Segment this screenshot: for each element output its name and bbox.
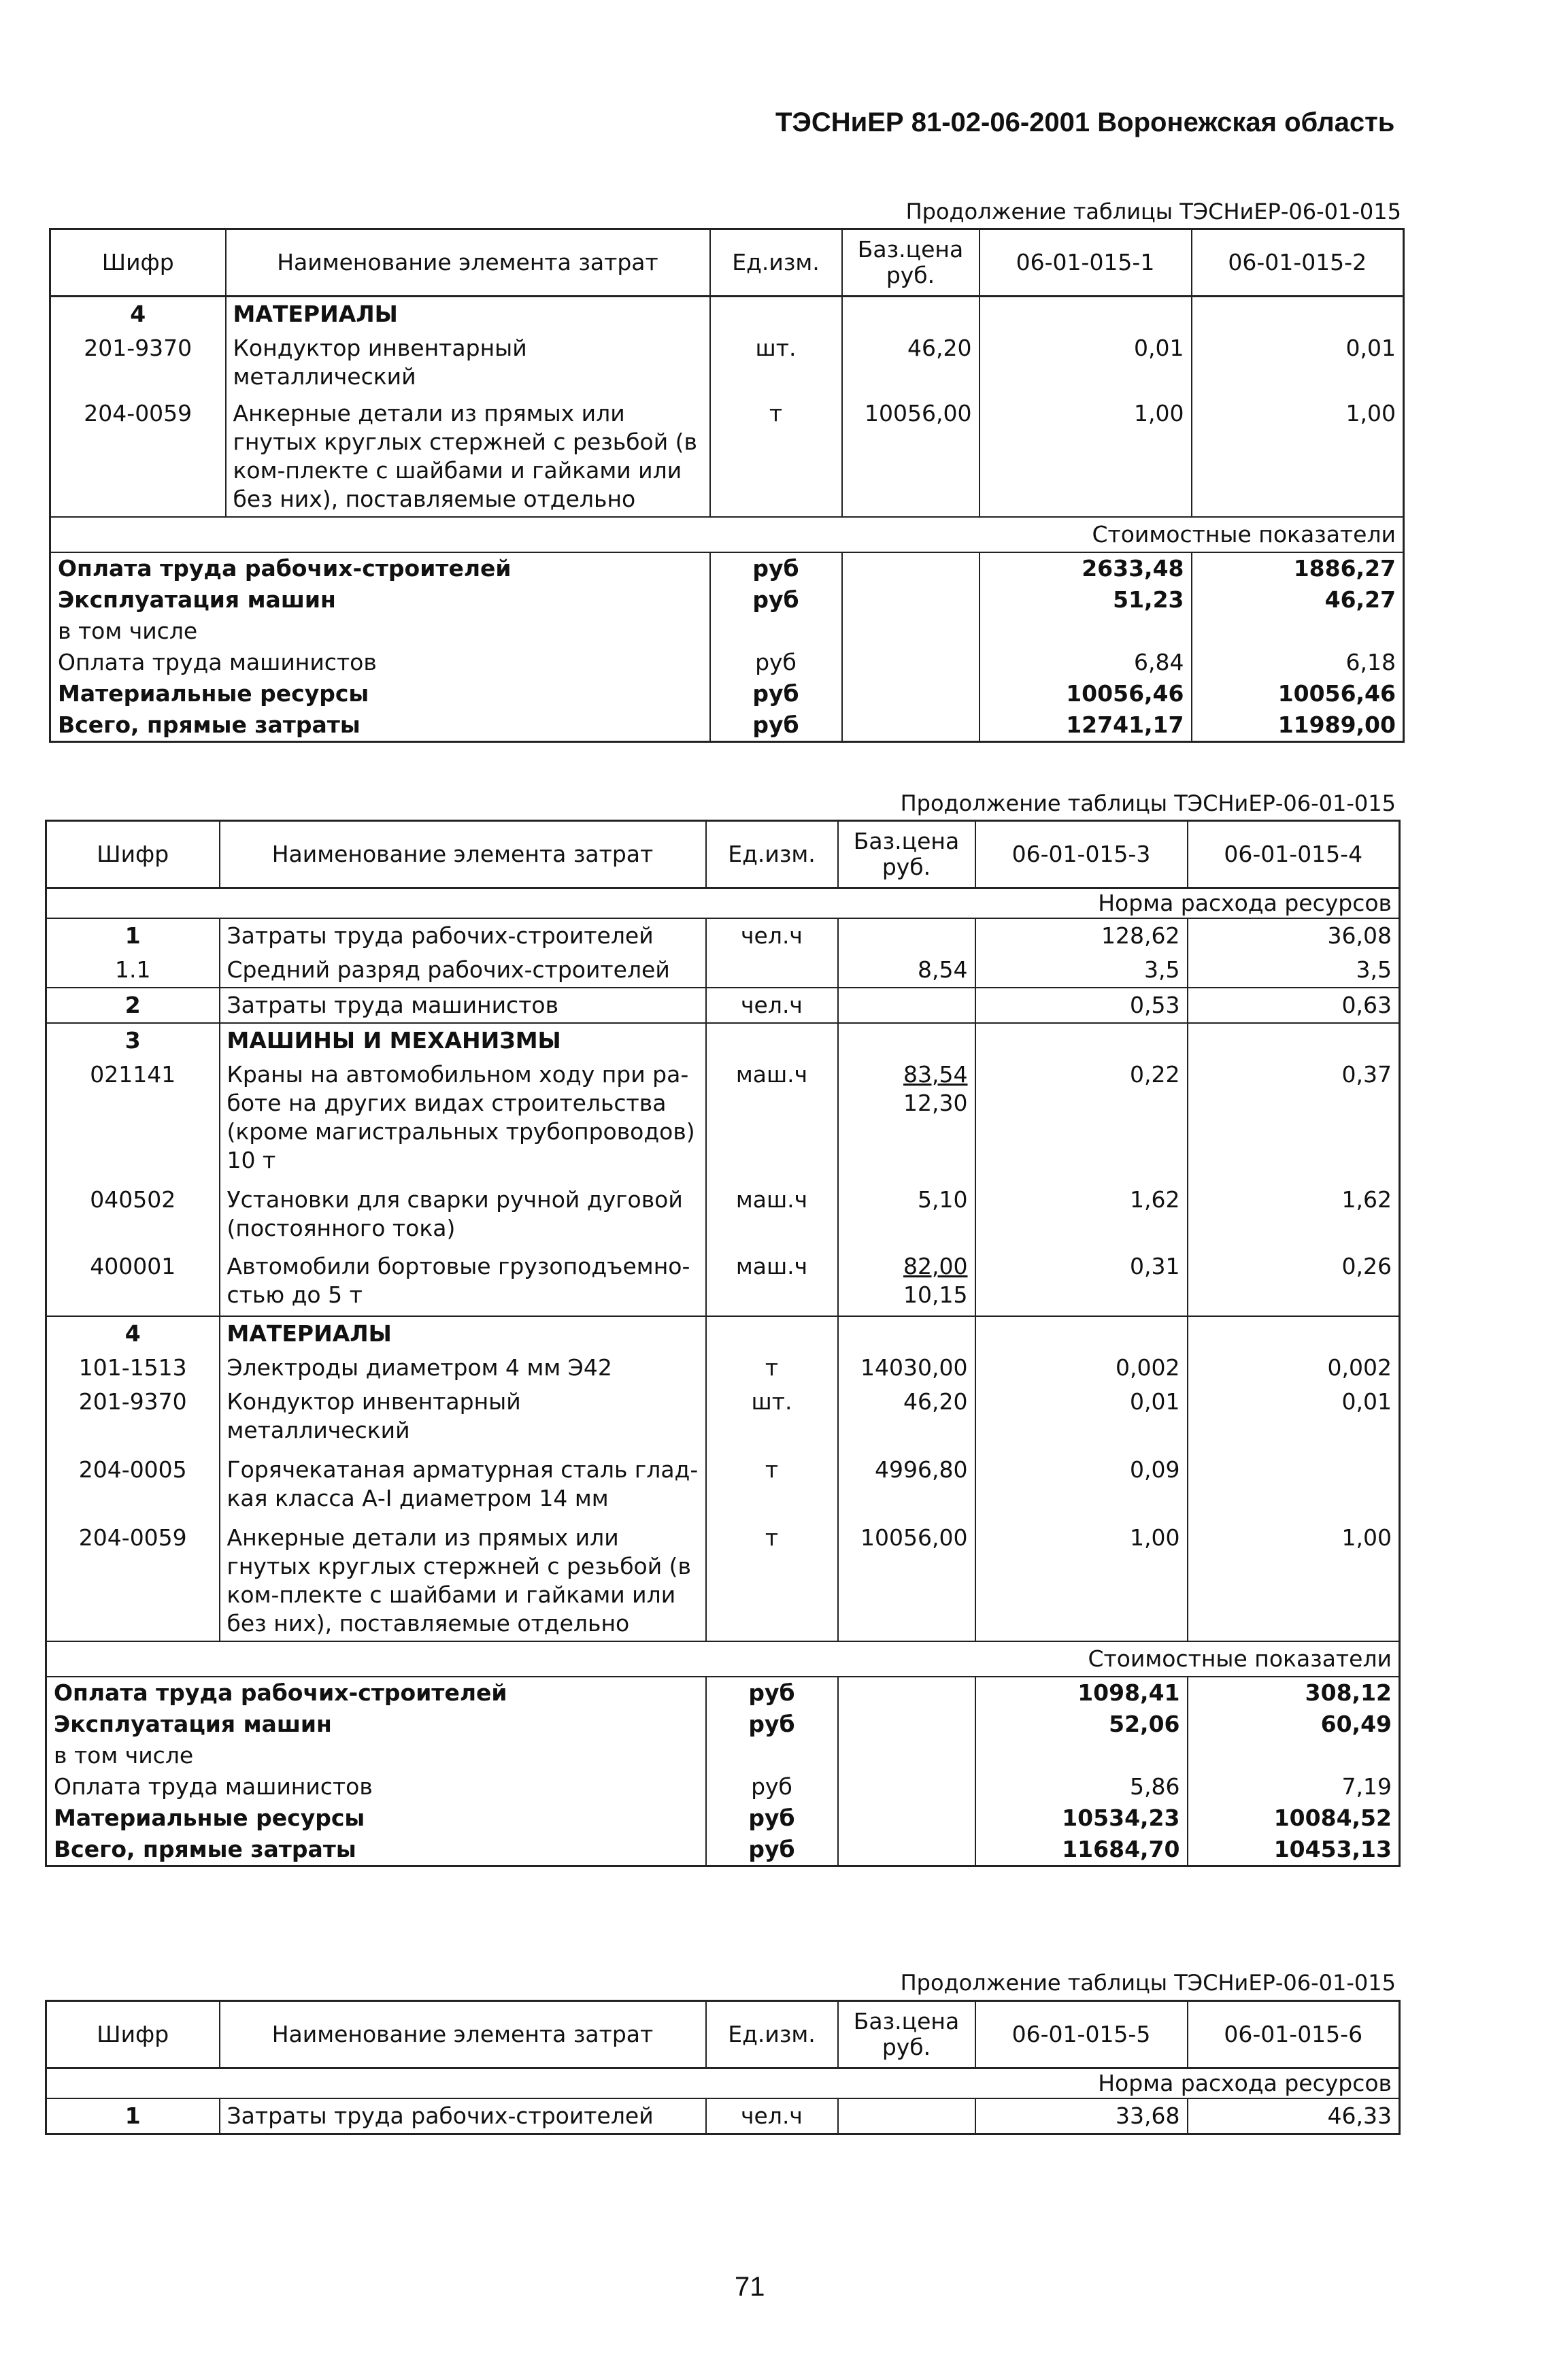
estimate-table-1 [49,228,1405,743]
total-value-a: 1098,41 [975,1677,1188,1709]
total-label: Всего, прямые затраты [58,711,361,738]
total-value-b: 60,49 [1188,1709,1400,1740]
total-value-b: 10056,46 [1192,678,1404,709]
total-value-a: 10056,46 [980,678,1192,709]
row-price: 8,54 [838,953,975,988]
col-name: Наименование элемента затрат [220,2001,706,2068]
cost-indicators-title: Стоимостные показатели [46,1641,1400,1677]
row-unit: т [706,1453,838,1521]
row-code: 201-9370 [46,1385,220,1453]
row-name: Анкерные детали из прямых или гнутых круглых стержней с резьбой (в ком-плекте с шайбами и гайками или без них), поставляемые отдельно [226,397,710,517]
row-price: 83,54 [903,1061,968,1088]
col-unit: Ед.изм. [706,821,838,888]
col-b: 06-01-015-2 [1192,229,1404,297]
total-unit: руб [706,1771,838,1803]
row-value-b [1188,1453,1400,1521]
row-name: Затраты труда машинистов [220,988,706,1023]
row-value-b: 0,01 [1188,1385,1400,1453]
col-unit: Ед.изм. [710,229,842,297]
total-unit: руб [706,1677,838,1709]
table-caption: Продолжение таблицы ТЭСНиЕР-06-01-015 [900,790,1396,816]
norm-title: Норма расхода ресурсов [46,888,1400,919]
row-value-a: 1,62 [975,1183,1188,1250]
total-label: Оплата труда машинистов [58,649,377,675]
row-value-a: 0,01 [980,331,1192,397]
total-label: Всего, прямые затраты [54,1836,356,1862]
total-value-a: 11684,70 [975,1834,1188,1866]
col-a: 06-01-015-5 [975,2001,1188,2068]
row-code: 400001 [46,1250,220,1316]
total-value-a: 12741,17 [980,709,1192,742]
total-unit: руб [706,1709,838,1740]
row-unit: чел.ч [706,2098,838,2134]
norm-title: Норма расхода ресурсов [46,2068,1400,2099]
row-name: Кондуктор инвентарный металлический [220,1385,706,1453]
section-number: 3 [46,1023,220,1058]
col-b: 06-01-015-4 [1188,821,1400,888]
section-title: МАТЕРИАЛЫ [226,297,710,332]
row-value-a: 3,5 [975,953,1188,988]
row-unit: т [706,1351,838,1385]
total-value-b: 7,19 [1188,1771,1400,1803]
total-label: Эксплуатация машин [54,1711,332,1737]
row-value-b: 0,01 [1192,331,1404,397]
row-price: 5,10 [838,1183,975,1250]
col-price: Баз.цена руб. [838,2001,975,2068]
section-title: МАТЕРИАЛЫ [220,1316,706,1351]
total-value-b: 308,12 [1188,1677,1400,1709]
row-value-a: 0,31 [975,1250,1188,1316]
estimate-table-2 [45,820,1401,1867]
row-code: 204-0005 [46,1453,220,1521]
total-value-b: 11989,00 [1192,709,1404,742]
row-value-b: 1,00 [1192,397,1404,517]
row-name: Электроды диаметром 4 мм Э42 [220,1351,706,1385]
row-value-b: 0,26 [1188,1250,1400,1316]
total-value-b: 1886,27 [1192,552,1404,584]
col-b: 06-01-015-6 [1188,2001,1400,2068]
row-name: Затраты труда рабочих-строителей [220,918,706,953]
total-value-b: 46,27 [1192,584,1404,616]
row-unit: маш.ч [706,1250,838,1316]
total-unit: руб [706,1834,838,1866]
col-name: Наименование элемента затрат [220,821,706,888]
total-unit: руб [706,1803,838,1834]
row-value-a: 0,01 [975,1385,1188,1453]
row-code: 201-9370 [50,331,226,397]
row-code: 101-1513 [46,1351,220,1385]
row-unit: чел.ч [706,988,838,1023]
total-label: Материальные ресурсы [58,680,369,707]
col-a: 06-01-015-3 [975,821,1188,888]
row-value-b: 46,33 [1188,2098,1400,2134]
cost-indicators-title: Стоимостные показатели [50,517,1404,552]
row-unit: т [706,1521,838,1641]
row-name: Установки для сварки ручной дуговой (постоянного тока) [220,1183,706,1250]
row-price: 82,00 [903,1253,968,1279]
row-value-b: 0,37 [1188,1058,1400,1183]
row-value-b: 1,62 [1188,1183,1400,1250]
page-number: 71 [735,2272,765,2302]
section-number: 4 [50,297,226,332]
table-caption: Продолжение таблицы ТЭСНиЕР-06-01-015 [900,1970,1396,1996]
col-code: Шифр [50,229,226,297]
row-code: 1 [46,918,220,953]
row-value-a: 0,53 [975,988,1188,1023]
row-unit: маш.ч [706,1183,838,1250]
row-unit: чел.ч [706,918,838,953]
total-label: в том числе [58,618,198,644]
row-value-a: 1,00 [975,1521,1188,1641]
row-value-b: 0,002 [1188,1351,1400,1385]
row-value-a: 0,22 [975,1058,1188,1183]
row-price: 4996,80 [838,1453,975,1521]
total-label: Оплата труда рабочих-строителей [58,555,512,582]
row-code: 040502 [46,1183,220,1250]
row-name: Анкерные детали из прямых или гнутых круглых стержней с резьбой (в ком-плекте с шайбами и гайками или без них), поставляемые отдельно [220,1521,706,1641]
col-price: Баз.цена руб. [842,229,980,297]
row-code: 204-0059 [46,1521,220,1641]
row-unit [706,953,838,988]
row-value-b: 3,5 [1188,953,1400,988]
row-value-a: 1,00 [980,397,1192,517]
total-value-b: 6,18 [1192,647,1404,678]
page-header: ТЭСНиЕР 81-02-06-2001 Воронежская область [775,107,1395,137]
total-value-b: 10084,52 [1188,1803,1400,1834]
total-value-a: 51,23 [980,584,1192,616]
row-name: Автомобили бортовые грузоподъемно-стью до 5 т [220,1250,706,1316]
total-unit: руб [710,709,842,742]
col-price: Баз.цена руб. [838,821,975,888]
row-value-b: 1,00 [1188,1521,1400,1641]
total-value-b: 10453,13 [1188,1834,1400,1866]
row-price: 46,20 [838,1385,975,1453]
row-unit: т [710,397,842,517]
row-price: 14030,00 [838,1351,975,1385]
row-name: Кондуктор инвентарный металлический [226,331,710,397]
row-code: 1.1 [46,953,220,988]
col-code: Шифр [46,2001,220,2068]
row-price: 10056,00 [842,397,980,517]
row-price-labor: 12,30 [903,1090,968,1116]
row-code: 204-0059 [50,397,226,517]
row-name: Горячекатаная арматурная сталь глад-кая класса А-I диаметром 14 мм [220,1453,706,1521]
total-unit: руб [710,552,842,584]
total-label: в том числе [54,1742,194,1769]
row-value-b: 0,63 [1188,988,1400,1023]
row-unit: шт. [706,1385,838,1453]
total-label: Эксплуатация машин [58,586,336,613]
row-value-a: 128,62 [975,918,1188,953]
total-value-a: 5,86 [975,1771,1188,1803]
total-label: Оплата труда рабочих-строителей [54,1679,507,1706]
row-value-a: 0,002 [975,1351,1188,1385]
row-price [838,918,975,953]
col-unit: Ед.изм. [706,2001,838,2068]
total-value-a: 10534,23 [975,1803,1188,1834]
row-name: Краны на автомобильном ходу при ра-боте на других видах строительства (кроме магистральных трубопроводов) 10 т [220,1058,706,1183]
total-label: Оплата труда машинистов [54,1773,373,1800]
row-name: Средний разряд рабочих-строителей [220,953,706,988]
row-price: 10056,00 [838,1521,975,1641]
row-price [838,988,975,1023]
col-a: 06-01-015-1 [980,229,1192,297]
col-name: Наименование элемента затрат [226,229,710,297]
row-code: 2 [46,988,220,1023]
estimate-table-3 [45,2000,1401,2135]
row-value-b: 36,08 [1188,918,1400,953]
row-value-a: 33,68 [975,2098,1188,2134]
row-price-labor: 10,15 [903,1281,968,1308]
row-price [838,2098,975,2134]
row-name: Затраты труда рабочих-строителей [220,2098,706,2134]
row-value-a: 0,09 [975,1453,1188,1521]
total-value-a: 2633,48 [980,552,1192,584]
section-number: 4 [46,1316,220,1351]
row-code: 1 [46,2098,220,2134]
total-unit: руб [710,584,842,616]
row-price: 46,20 [842,331,980,397]
col-code: Шифр [46,821,220,888]
section-title: МАШИНЫ И МЕХАНИЗМЫ [220,1023,706,1058]
table-caption: Продолжение таблицы ТЭСНиЕР-06-01-015 [905,199,1401,224]
total-value-a: 6,84 [980,647,1192,678]
row-unit: шт. [710,331,842,397]
row-unit: маш.ч [706,1058,838,1183]
total-unit: руб [710,647,842,678]
total-label: Материальные ресурсы [54,1805,365,1831]
total-unit: руб [710,678,842,709]
total-value-a: 52,06 [975,1709,1188,1740]
row-code: 021141 [46,1058,220,1183]
